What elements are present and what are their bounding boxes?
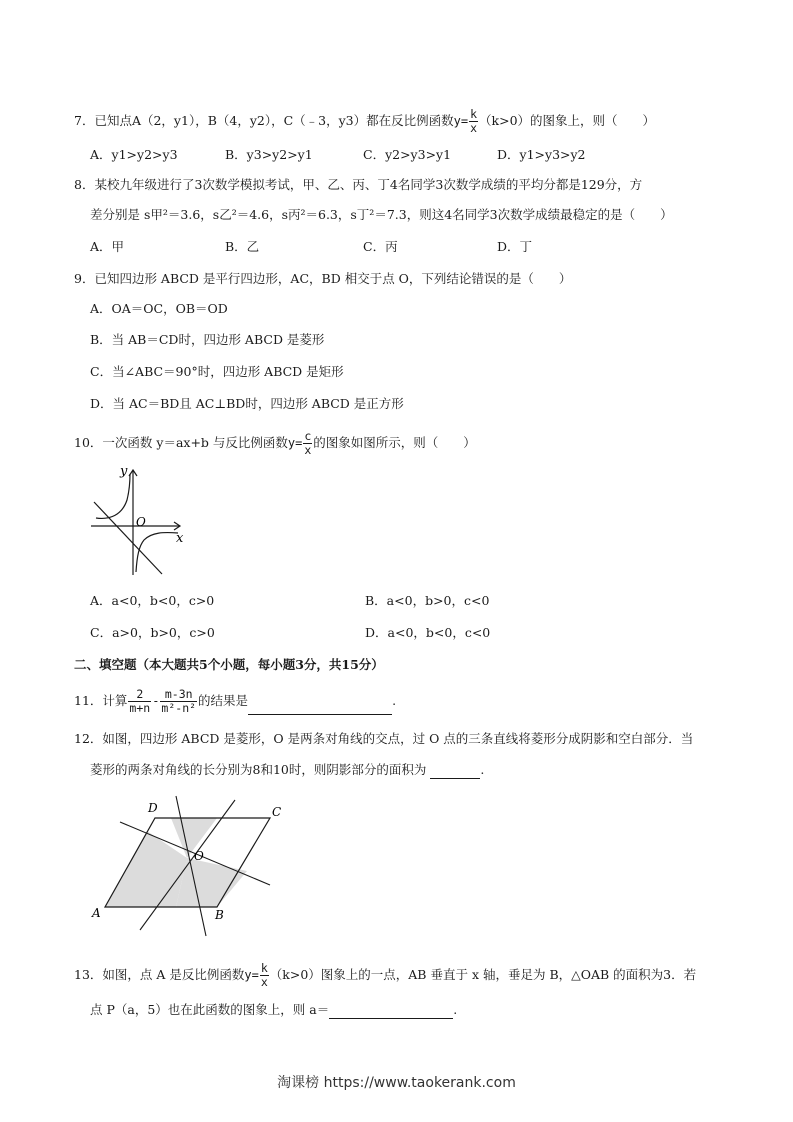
q13-end: . [453,1002,458,1017]
q7-func-prefix: y= [453,114,469,128]
q11-frac1-den: m+n [129,701,151,715]
q7-option-d[interactable]: D．y1>y3>y2 [497,147,586,162]
q13-stem [74,962,696,989]
q11-fraction-2 [160,688,197,715]
q13-frac-den: x [260,975,268,989]
q8-line1: 8．某校九年级进行了3次数学模拟考试，甲、乙、丙、丁4名同学3次数学成绩的平均分都是129分，方 [74,177,643,192]
q8-line2: 差分别是 s甲²＝3.6，s乙²＝4.6，s丙²＝6.3，s丁²＝7.3，则这4名同学3次数学成绩最稳定的是（ ） [90,207,673,222]
q10-stem-a: 10．一次函数 y＝ax+b 与反比例函数 [74,435,288,450]
q7-stem-b: （k>0）的图象上，则（ ） [479,113,656,128]
q13-func-prefix: y= [244,968,259,982]
q10-frac-num: c [304,429,312,443]
q8-option-c[interactable]: C．丙 [363,239,398,254]
q10-option-a[interactable]: A．a<0，b<0，c>0 [90,593,215,608]
q10-stem [74,430,476,457]
q9-option-c[interactable]: C．当∠ABC＝90°时，四边形 ABCD 是矩形 [90,364,344,379]
q9-option-b[interactable]: B．当 AB＝CD时，四边形 ABCD 是菱形 [90,332,325,347]
q11-frac1-num: 2 [128,688,151,702]
q10-line [94,502,162,574]
q7-option-c[interactable]: C．y2>y3>y1 [363,147,452,162]
q13-line2 [90,1001,457,1019]
q9-option-a[interactable]: A．OA＝OC，OB＝OD [90,301,228,316]
q11-answer-blank[interactable] [248,700,392,715]
q12-answer-blank[interactable] [430,764,480,779]
q12-label-o: O [194,849,204,863]
q8-option-d[interactable]: D．丁 [497,239,533,254]
q12-label-a: A [92,906,101,920]
footer-watermark: 淘课榜 https://www.taokerank.com [277,1075,516,1091]
q9-option-d[interactable]: D．当 AC＝BD且 AC⊥BD时，四边形 ABCD 是正方形 [90,396,404,411]
q11-minus: - [152,694,160,708]
q12-line2 [90,761,484,779]
q10-option-d[interactable]: D．a<0，b<0，c<0 [365,625,491,640]
q12-line1: 12．如图，四边形 ABCD 是菱形，O 是两条对角线的交点，过 O 点的三条直线将菱形分成阴影和空白部分．当 [74,731,694,746]
q10-func-prefix: y= [287,436,303,450]
q8-option-b[interactable]: B．乙 [225,239,260,254]
q12-label-c: C [272,805,282,819]
q10-label-o: O [136,515,146,529]
q13-stem-a: 13．如图，点 A 是反比例函数 [74,967,245,982]
q10-label-y: y [120,464,128,479]
q11-end: . [392,693,397,708]
q13-answer-blank[interactable] [329,1004,453,1019]
q10-hyperbola-upper [96,474,130,518]
q13-line2-text: 点 P（a，5）也在此函数的图象上，则 a＝ [90,1002,330,1017]
q7-option-b[interactable]: B．y3>y2>y1 [225,147,313,162]
q10-frac-den: x [304,443,312,457]
q11-fraction-1 [128,688,151,715]
q13-frac-num: k [260,961,268,975]
q10-stem-b: 的图象如图所示，则（ ） [313,435,476,450]
q12-line2-text: 菱形的两条对角线的长分别为8和10时，则阴影部分的面积为 [90,762,427,777]
q12-label-b: B [215,908,224,922]
q11-stem-b: 的结果是 [198,693,249,708]
q11-stem [74,688,396,715]
q12-label-d: D [148,801,158,815]
q13-fraction [260,962,269,989]
q10-fraction [303,430,312,457]
q10-option-b[interactable]: B．a<0，b>0，c<0 [365,593,490,608]
q7-stem [74,108,655,135]
q11-frac2-num: m-3n [160,688,197,702]
section2-title: 二、填空题（本大题共5个小题，每小题3分，共15分） [74,657,384,672]
q7-stem-a: 7．已知点 [74,113,132,128]
q7-frac-den: x [470,121,478,135]
q13-stem-b: （k>0）图象上的一点，AB 垂直于 x 轴，垂足为 B，△OAB 的面积为3．若 [269,967,697,982]
q7-points: A（2，y1），B（4，y2），C（﹣3，y3）都在反比例函数 [131,113,454,128]
q10-option-c[interactable]: C．a>0，b>0，c>0 [90,625,215,640]
q7-frac-num: k [470,107,478,121]
q12-figure [90,790,290,942]
q12-end: . [480,762,485,777]
q10-label-x: x [176,531,184,546]
q11-stem-a: 11．计算 [74,693,128,708]
q8-option-a[interactable]: A．甲 [90,239,125,254]
q11-frac2-den: m²-n² [161,701,197,715]
q7-option-a[interactable]: A．y1>y2>y3 [90,147,178,162]
q10-graph [86,460,196,580]
q7-fraction [469,108,478,135]
q9-stem: 9．已知四边形 ABCD 是平行四边形，AC，BD 相交于点 O，下列结论错误的是（ ） [74,271,572,286]
q12-shade-left [105,831,187,907]
